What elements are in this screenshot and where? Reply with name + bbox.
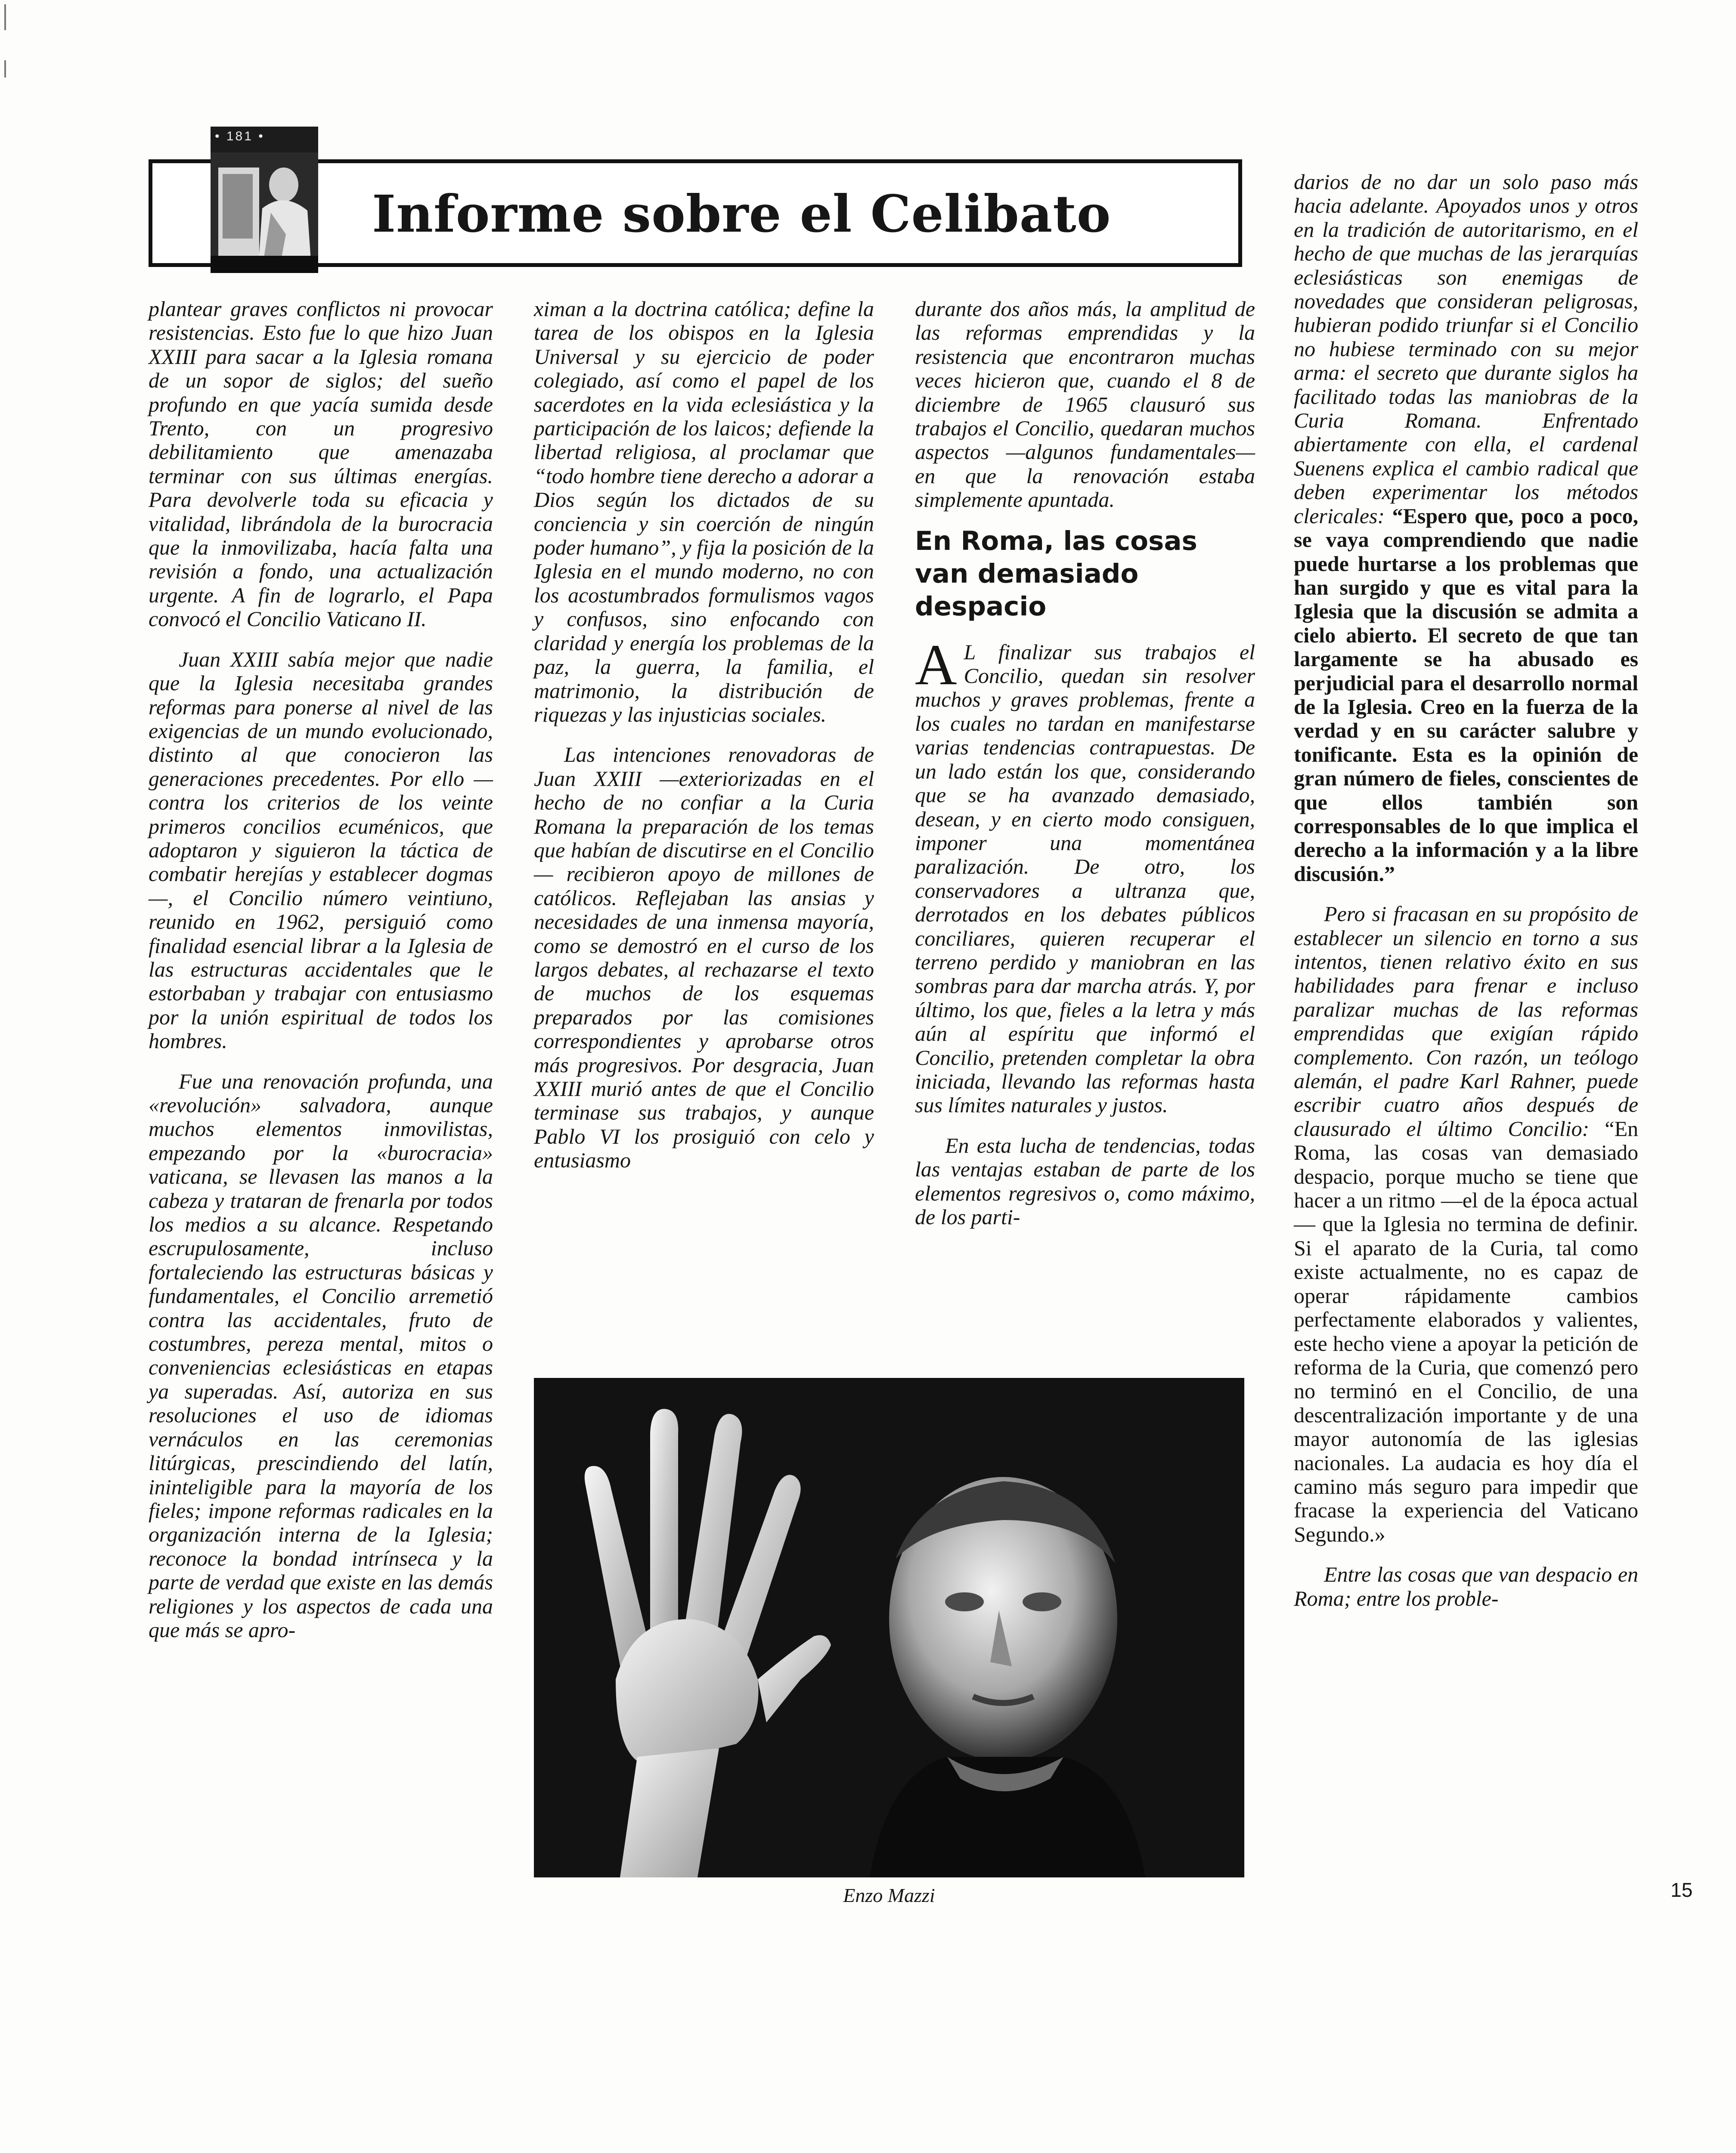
- text-column-2: [534, 297, 874, 1173]
- paragraph-text: darios de no dar un solo paso más hacia adelante. Apoyados unos y otros en la tradición de autoritarismo, en el hecho de que muchas de las jerarquías eclesiásticas son enemigas de novedades que consideran peligrosas, hubieran podido triunfar si el Concilio no hubiese terminado con su mejor arma: el secreto que durante siglos ha facilitado todas las maniobras de la Curia Romana. Enfrentado abiertamente con ella, el cardenal Suenens explica el cambio radical que deben experimentar los métodos clericales:: [1294, 170, 1638, 528]
- text-column-4: [1294, 170, 1638, 1610]
- paragraph: [1294, 902, 1638, 1546]
- portrait-photo: [534, 1378, 1244, 1877]
- paragraph: Fue una renovación profunda, una «revolución» salvadora, aunque muchos elementos inmovilistas, empezando por la «burocracia» vaticana, se llevasen las manos a la cabeza y trataran de frenarla por todos los medios a su alcance. Respetando escrupulosamente, incluso fortaleciendo las estructuras básicas y fundamentales, el Concilio arremetió contra las accidentales, fruto de costumbres, pereza mental, mitos o conveniencias eclesiásticas en etapas ya superadas. Así, autoriza en sus resoluciones el uso de idiomas vernáculos en las ceremonias litúrgicas, prescindiendo del latín, ininteligible para la mayoría de los fieles; impone reformas radicales en la organización interna de la Iglesia; reconoce la bondad intrínseca y la parte de verdad que existe en las demás religiones y los aspectos de cada una que más se apro-: [149, 1069, 493, 1642]
- praying-figure-image: [211, 127, 318, 273]
- paragraph: Juan XXIII sabía mejor que nadie que la Iglesia necesitaba grandes reformas para ponerse al nivel de las exigencias de un mundo evolucionado, distinto al que conocieron las generaciones precedentes. Por ello —contra los criterios de los veinte primeros concilios ecuménicos, que adoptaron y siguieron la táctica de combatir herejías y establecer dogmas—, el Concilio número veintiuno, reunido en 1962, persiguió como finalidad esencial librar a la Iglesia de las estructuras accidentales que le estorbaban y trabajar con entusiasmo por la unión espiritual de todos los hombres.: [149, 647, 493, 1053]
- paragraph-text: L finalizar sus trabajos el Concilio, quedan sin resolver muchos y graves problemas, frente a los cuales no tardan en manifestarse varias tendencias contrapuestas. De un lado están los que, considerando que se ha avanzado demasiado, desean, y en cierto modo consiguen, imponer una momentánea paralización. De otro, los conservadores a ultranza que, derrotados en los debates públicos conciliares, quieren recuperar el terreno perdido y maniobran en las sombras para dar marcha atrás. Y, por último, los que, fieles a la letra y más aún al espíritu que informó el Concilio, pretenden completar la obra iniciada, llevando las reformas hasta sus límites naturales y justos.: [915, 639, 1255, 1117]
- paragraph-text: Pero si fracasan en su propósito de establecer un silencio en torno a sus intentos, tienen relativo éxito en sus habilidades para frenar e incluso paralizar muchas de las reformas emprendidas que exigían rápido complemento. Con razón, un teólogo alemán, el padre Karl Rahner, puede escribir cuatro años después de clausurado el último Concilio:: [1294, 902, 1638, 1141]
- paragraph: plantear graves conflictos ni provocar resistencias. Esto fue lo que hizo Juan XXIII para sacar a la Iglesia romana de un sopor de siglos; del sueño profundo en que yacía sumida desde Trento, con un progresivo debilitamiento que amenazaba terminar con sus últimas energías. Para devolverle toda su eficacia y vitalidad, librándola de la burocracia que la inmovilizaba, hacía falta una revisión a fondo, una actualización urgente. A fin de lograrlo, el Papa convocó el Concilio Vaticano II.: [149, 297, 493, 631]
- quote-suenens: “Espero que, poco a poco, se vaya comprendiendo que nadie puede hurtarse a los problemas que han surgido y que es vital para la Iglesia que la discusión se admita a cielo abierto. El secreto de que tan largamente se ha abusado es perjudicial para el desarrollo normal de la Iglesia. Creo en la fuerza de la verdad y en su carácter salubre y tonificante. Esta es la opinión de gran número de fieles, conscientes de que ellos también son corresponsables de lo que implica el derecho a la información y a la libre discusión.”: [1294, 503, 1639, 886]
- photo-caption: Enzo Mazzi: [843, 1884, 935, 1906]
- paragraph: durante dos años más, la amplitud de las reformas emprendidas y la resistencia que encontraron muchas veces hicieron que, cuando el 8 de diciembre de 1965 clausuró sus trabajos el Concilio, quedaran muchos aspectos —algunos fundamentales— en que la renovación estaba simplemente apuntada.: [915, 297, 1255, 512]
- raised-hand-portrait-image: [534, 1378, 1244, 1877]
- margin-mark: [4, 4, 6, 30]
- drop-cap: A: [915, 633, 957, 697]
- header-photo: [211, 127, 318, 273]
- quote-rahner: “En Roma, las cosas van demasiado despacio, porque mucho se tiene que hacer a un ritmo —el de la época actual— que la Iglesia no termina de definir. Si el aparato de la Curia, tal como existe actualmente, no es capaz de operar rápidamente cambios perfectamente elaborados y valientes, este hecho viene a apoyar la petición de reforma de la Curia, que comenzó pero no terminó en el Concilio, de una descentralización importante y de una mayor autonomía de las iglesias nacionales. La audacia es hoy día el camino más seguro para impedir que fracase la experiencia del Vaticano Segundo.»: [1294, 1116, 1639, 1546]
- page-number: 15: [1671, 1879, 1693, 1901]
- margin-mark: [4, 60, 6, 78]
- header-photo-caption: • 181 •: [215, 129, 265, 143]
- article-header: [149, 129, 1242, 267]
- paragraph: Entre las cosas que van despacio en Roma; entre los proble-: [1294, 1562, 1638, 1610]
- text-column-1: [149, 297, 493, 1642]
- paragraph: [915, 633, 1255, 1117]
- text-column-3: [915, 297, 1255, 1229]
- section-subheading: En Roma, las cosas van demasiado despacio: [915, 525, 1197, 622]
- paragraph: ximan a la doctrina católica; define la tarea de los obispos en la Iglesia Universal y su ejercicio de poder colegiado, así como el papel de los sacerdotes en la vida eclesiástica y la participación de los laicos; defiende la libertad religiosa, al proclamar que “todo hombre tiene derecho a adorar a Dios según los dictados de su conciencia y sin coerción de ningún poder humano”, y fija la posición de la Iglesia en el mundo moderno, no con los acostumbrados formulismos vagos y confusos, sino enfocando con claridad y energía los problemas de la paz, la guerra, la familia, el matrimonio, la distribución de riquezas y las injusticias sociales.: [534, 297, 874, 726]
- paragraph: [1294, 170, 1638, 886]
- article-title: Informe sobre el Celibato: [372, 184, 1111, 244]
- paragraph: Las intenciones renovadoras de Juan XXIII —exteriorizadas en el hecho de no confiar a la Curia Romana la preparación de los temas que habían de discutirse en el Concilio— recibieron apoyo de millones de católicos. Reflejaban las ansias y necesidades de una inmensa mayoría, como se demostró en el curso de los largos debates, al rechazarse el texto de muchos de los esquemas preparados por las comisiones correspondientes y aprobarse otros más progresivos. Por desgracia, Juan XXIII murió antes de que el Concilio terminase sus trabajos, y aunque Pablo VI los prosiguió con celo y entusiasmo: [534, 742, 874, 1173]
- paragraph: En esta lucha de tendencias, todas las ventajas estaban de parte de los elementos regresivos o, como máximo, de los parti-: [915, 1133, 1255, 1229]
